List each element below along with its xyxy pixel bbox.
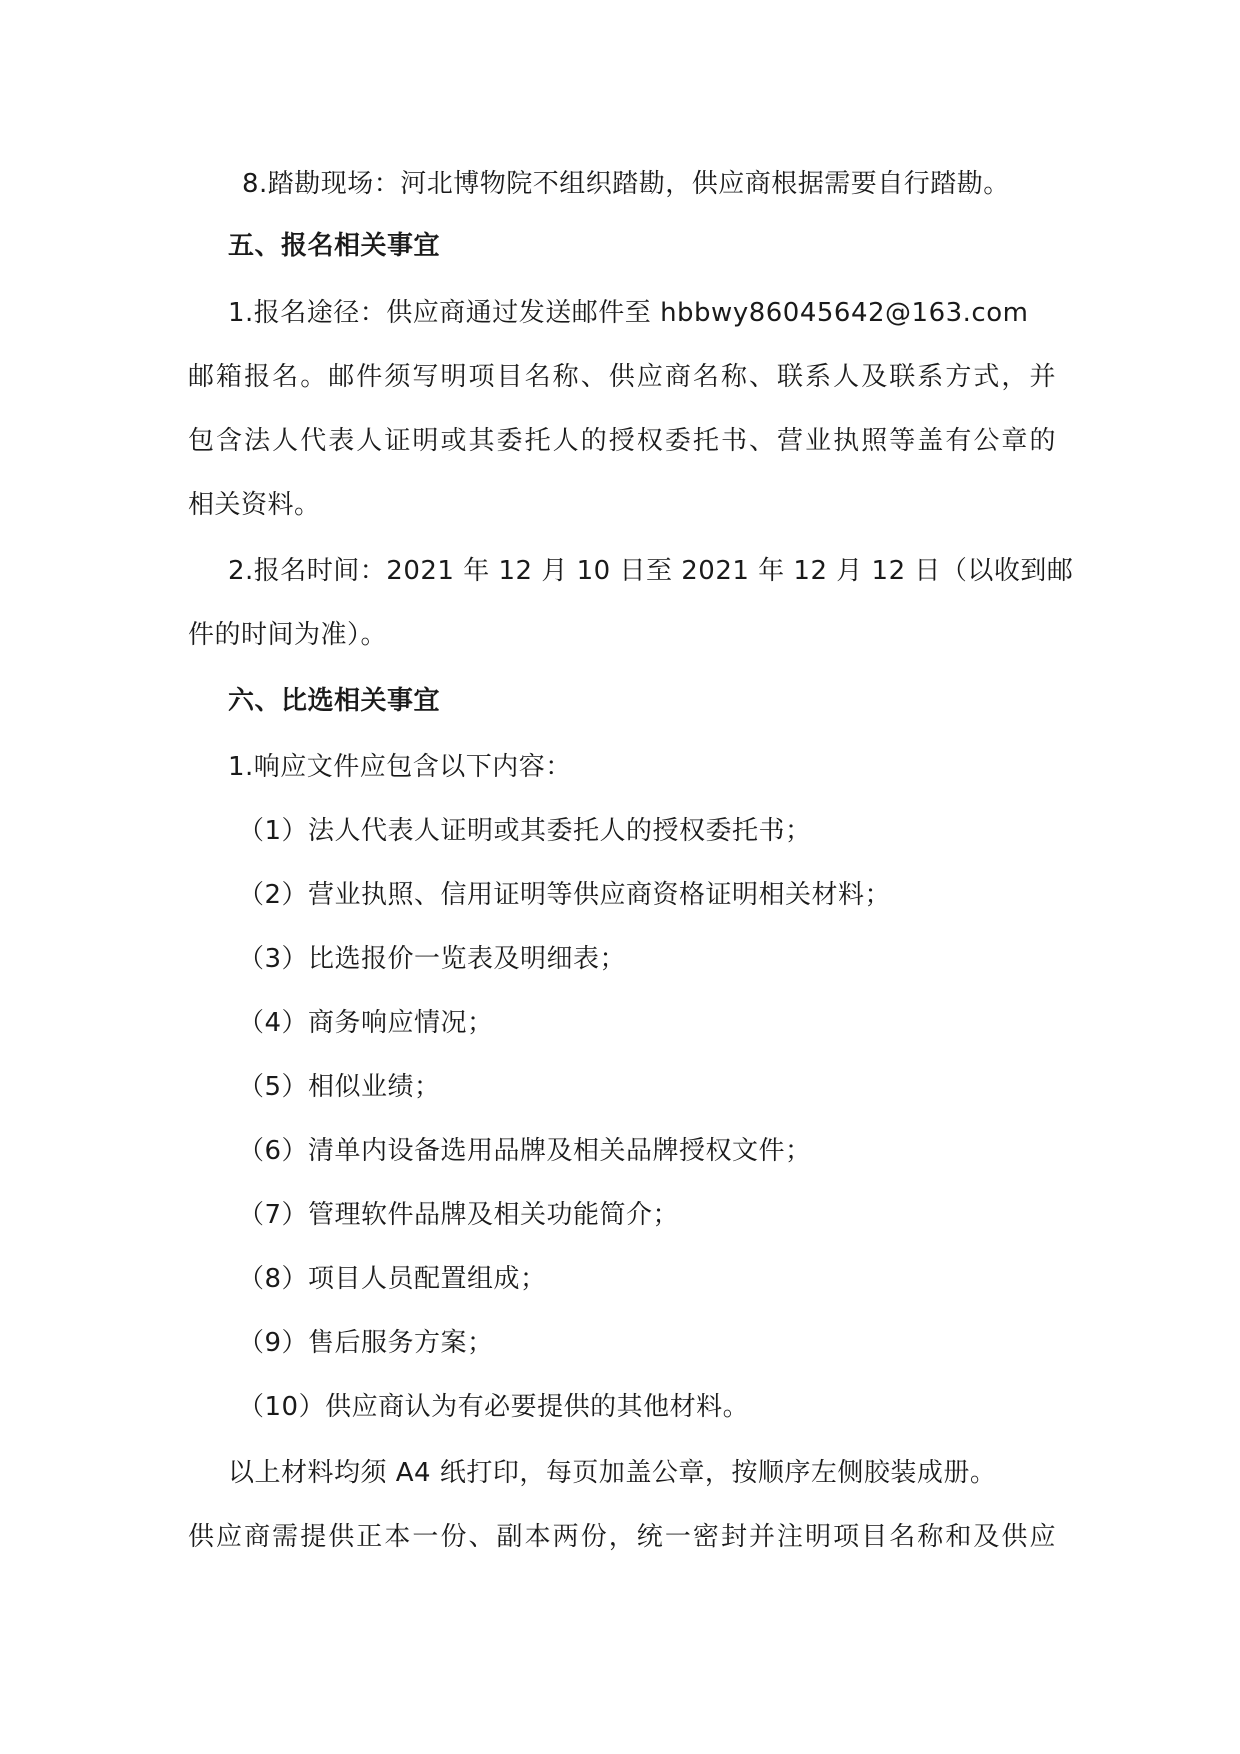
registration-method-line-2: 邮箱报名。邮件须写明项目名称、供应商名称、联系人及联系方式，并 [188, 362, 1056, 392]
list-item: （8）项目人员配置组成； [238, 1264, 547, 1294]
list-item: （7）管理软件品牌及相关功能简介； [238, 1200, 680, 1230]
registration-method-line-1: 1.报名途径：供应商通过发送邮件至 hbbwy86045642@163.com [228, 298, 1029, 328]
list-item: （3）比选报价一览表及明细表； [238, 944, 627, 974]
list-item: （6）清单内设备选用品牌及相关品牌授权文件； [238, 1136, 812, 1166]
materials-note-line-2: 供应商需提供正本一份、副本两份，统一密封并注明项目名称和及供应 [188, 1522, 1056, 1552]
list-item: （2）营业执照、信用证明等供应商资格证明相关材料； [238, 880, 892, 910]
heading-selection: 六、比选相关事宜 [228, 686, 441, 716]
registration-time-line-2: 件的时间为准）。 [188, 620, 388, 650]
item-site-survey: 8.踏勘现场：河北博物院不组织踏勘，供应商根据需要自行踏勘。 [242, 169, 1010, 199]
list-item: （1）法人代表人证明或其委托人的授权委托书； [238, 816, 812, 846]
response-docs-intro: 1.响应文件应包含以下内容： [228, 752, 572, 782]
list-item: （4）商务响应情况； [238, 1008, 494, 1038]
registration-time-line-1: 2.报名时间：2021 年 12 月 10 日至 2021 年 12 月 12 日（以收到邮 [228, 556, 1074, 586]
list-item: （10）供应商认为有必要提供的其他材料。 [238, 1392, 750, 1422]
list-item: （9）售后服务方案； [238, 1328, 494, 1358]
list-item: （5）相似业绩； [238, 1072, 441, 1102]
registration-method-line-3: 包含法人代表人证明或其委托人的授权委托书、营业执照等盖有公章的 [188, 426, 1056, 456]
materials-note-line-1: 以上材料均须 A4 纸打印，每页加盖公章，按顺序左侧胶装成册。 [228, 1458, 997, 1488]
registration-method-line-4: 相关资料。 [188, 490, 321, 520]
heading-registration: 五、报名相关事宜 [228, 231, 441, 261]
